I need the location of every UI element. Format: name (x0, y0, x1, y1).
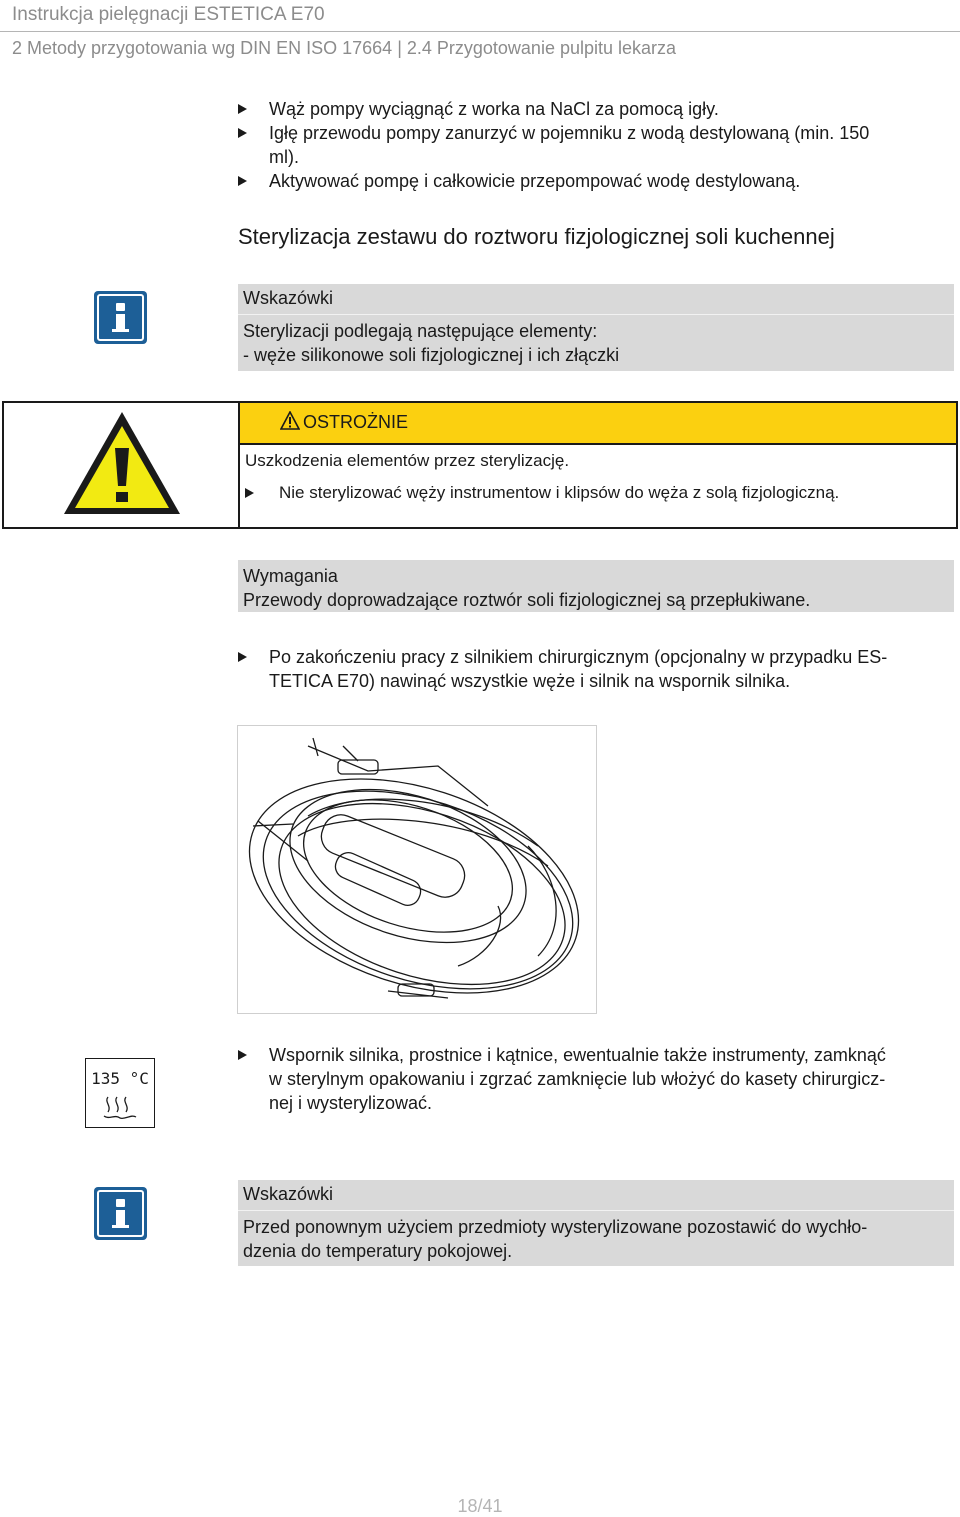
note-label: Wskazówki (238, 284, 954, 315)
note-label: Wskazówki (238, 1180, 954, 1211)
step-text: Wspornik silnika, prostnice i kątnice, ewentualnie także instrumenty, zamknąć (269, 1045, 886, 1065)
sterilization-temperature: 135 °C (91, 1069, 149, 1088)
note-body (238, 1211, 954, 1269)
step-item (238, 97, 948, 121)
header-divider (0, 31, 960, 32)
sterilization-135c-icon (85, 1058, 155, 1128)
bullet-triangle-icon (238, 104, 247, 114)
requirements-text: Przewody doprowadzające roztwór soli fizjologicznej są przepłukiwane. (243, 590, 811, 610)
step-text: Aktywować pompę i całkowicie przepompować wodę destylowaną. (269, 171, 801, 191)
bullet-triangle-icon (238, 1050, 247, 1060)
bullet-triangle-icon (238, 176, 247, 186)
requirements-label: Wymagania (243, 566, 338, 586)
caution-label: OSTROŻNIE (303, 412, 409, 432)
caution-hazard: Uszkodzenia elementów przez sterylizację. (245, 451, 570, 470)
bullet-triangle-icon (238, 652, 247, 662)
bullet-triangle-icon (238, 128, 247, 138)
note-box (238, 1180, 954, 1266)
bullet-triangle-icon (245, 488, 254, 498)
motor-holder-illustration (237, 725, 597, 1014)
section-heading: Sterylizacja zestawu do roztworu fizjologicznej soli kuchennej (238, 224, 835, 249)
document-title: Instrukcja pielęgnacji ESTETICA E70 (12, 4, 325, 25)
note-line: - węże silikonowe soli fizjologicznej i ich złączki (243, 345, 620, 365)
step-item (238, 1043, 948, 1115)
note-body (238, 315, 954, 373)
info-icon (94, 1187, 147, 1240)
autoclave-steam-icon (103, 1095, 137, 1121)
step-text: TETICA E70) nawinąć wszystkie węże i silnik na wspornik silnika. (269, 671, 791, 691)
step-text: w sterylnym opakowaniu i zgrzać zamknięcie lub włożyć do kasety chirurgicz- (269, 1069, 886, 1089)
caution-action (245, 483, 945, 503)
note-box (238, 284, 954, 371)
chapter-breadcrumb: 2 Metody przygotowania wg DIN EN ISO 17664 | 2.4 Przygotowanie pulpitu lekarza (12, 38, 677, 58)
note-line: Sterylizacji podlegają następujące elementy: (243, 321, 598, 341)
step-item (238, 645, 948, 693)
step-item (238, 169, 948, 193)
step-text: Igłę przewodu pompy zanurzyć w pojemniku z wodą destylowaną (min. 150 (269, 123, 870, 143)
page-number: 18/41 (457, 1496, 503, 1516)
requirements-box (238, 560, 954, 612)
step-text: Po zakończeniu pracy z silnikiem chirurgicznym (opcjonalny w przypadku ES- (269, 647, 888, 667)
caution-box (2, 401, 958, 529)
step-text: ml). (269, 147, 299, 167)
caution-header (240, 403, 956, 445)
note-line: dzenia do temperatury pokojowej. (243, 1241, 513, 1261)
step-item (238, 121, 948, 169)
step-text: Wąż pompy wyciągnąć z worka na NaCl za pomocą igły. (269, 99, 719, 119)
step-text: nej i wysterylizować. (269, 1093, 433, 1113)
caution-action-text: Nie sterylizować węży instrumentow i klipsów do węża z solą fizjologiczną. (279, 483, 840, 502)
small-warning-icon (280, 411, 300, 431)
note-line: Przed ponownym użyciem przedmioty wysterylizowane pozostawić do wychło- (243, 1217, 868, 1237)
info-icon (94, 291, 147, 344)
warning-triangle-icon (60, 408, 184, 518)
